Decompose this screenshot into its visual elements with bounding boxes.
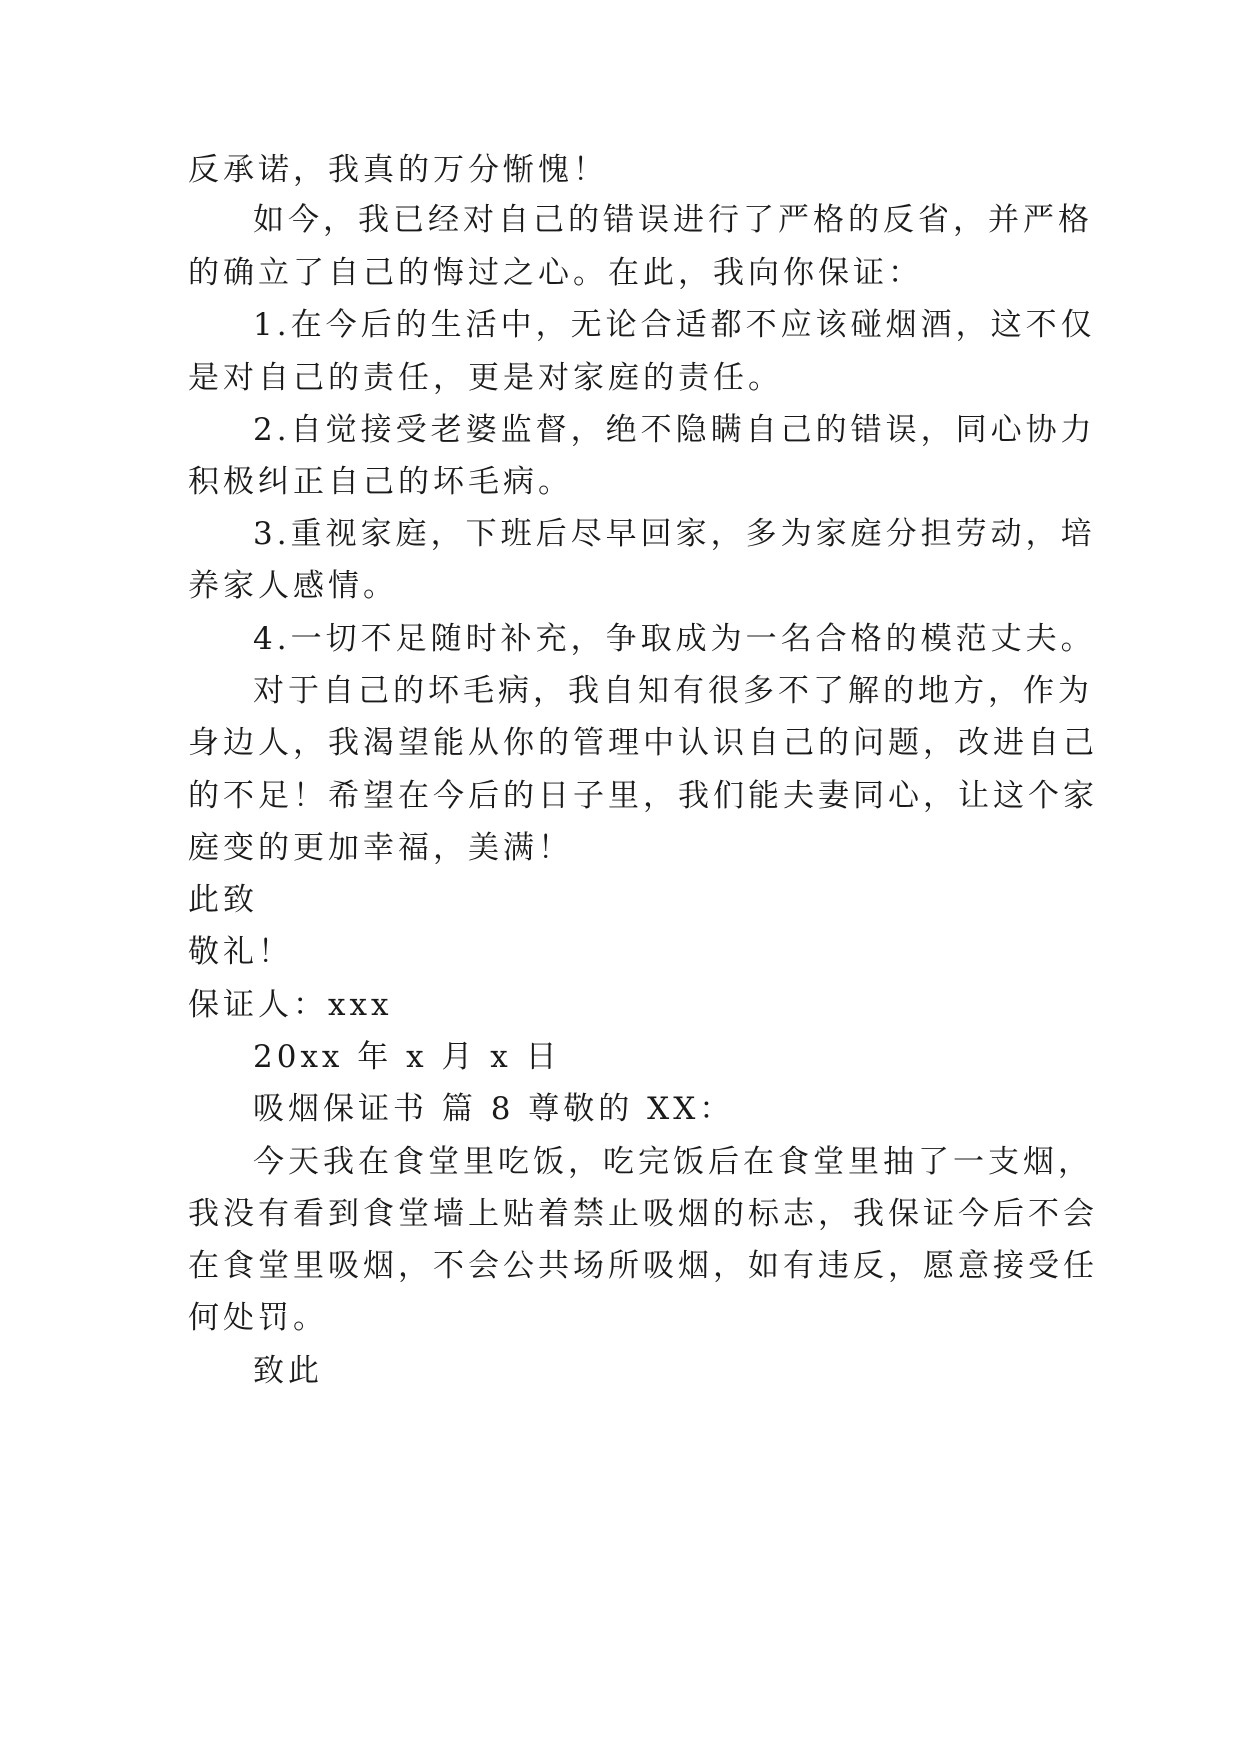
text-line: 反承诺，我真的万分惭愧！	[188, 152, 608, 188]
text-line: 对于自己的坏毛病，我自知有很多不了解的地方，作为	[253, 673, 1093, 709]
text-line: 我没有看到食堂墙上贴着禁止吸烟的标志，我保证今后不会	[188, 1196, 1098, 1232]
text-line: 的不足！希望在今后的日子里，我们能夫妻同心，让这个家	[188, 778, 1098, 814]
text-line: 积极纠正自己的坏毛病。	[188, 464, 573, 500]
text-line: 庭变的更加幸福，美满！	[188, 830, 573, 866]
text-line: 4.一切不足随时补充，争取成为一名合格的模范丈夫。	[253, 621, 1096, 657]
date-line: 20xx 年 x 月 x 日	[253, 1039, 561, 1075]
text-line: 今天我在食堂里吃饭，吃完饭后在食堂里抽了一支烟，	[253, 1144, 1093, 1180]
text-line: 是对自己的责任，更是对家庭的责任。	[188, 360, 783, 396]
text-line: 1.在今后的生活中，无论合适都不应该碰烟酒，这不仅	[253, 307, 1096, 343]
text-line: 敬礼！	[188, 934, 293, 970]
text-line: 3.重视家庭，下班后尽早回家，多为家庭分担劳动，培	[253, 516, 1096, 552]
text-line: 保证人：xxx	[188, 987, 393, 1023]
text-line: 2.自觉接受老婆监督，绝不隐瞒自己的错误，同心协力	[253, 412, 1096, 448]
text-line: 的确立了自己的悔过之心。在此，我向你保证：	[188, 255, 923, 291]
text-line: 养家人感情。	[188, 568, 398, 604]
text-line: 身边人，我渴望能从你的管理中认识自己的问题，改进自己	[188, 725, 1098, 761]
text-line: 在食堂里吸烟，不会公共场所吸烟，如有违反，愿意接受任	[188, 1248, 1098, 1284]
text-line: 致此	[253, 1353, 323, 1389]
section-heading: 吸烟保证书 篇 8 尊敬的 XX：	[253, 1091, 735, 1127]
text-line: 此致	[188, 882, 258, 918]
text-line: 何处罚。	[188, 1300, 328, 1336]
text-line: 如今，我已经对自己的错误进行了严格的反省，并严格	[253, 202, 1093, 238]
